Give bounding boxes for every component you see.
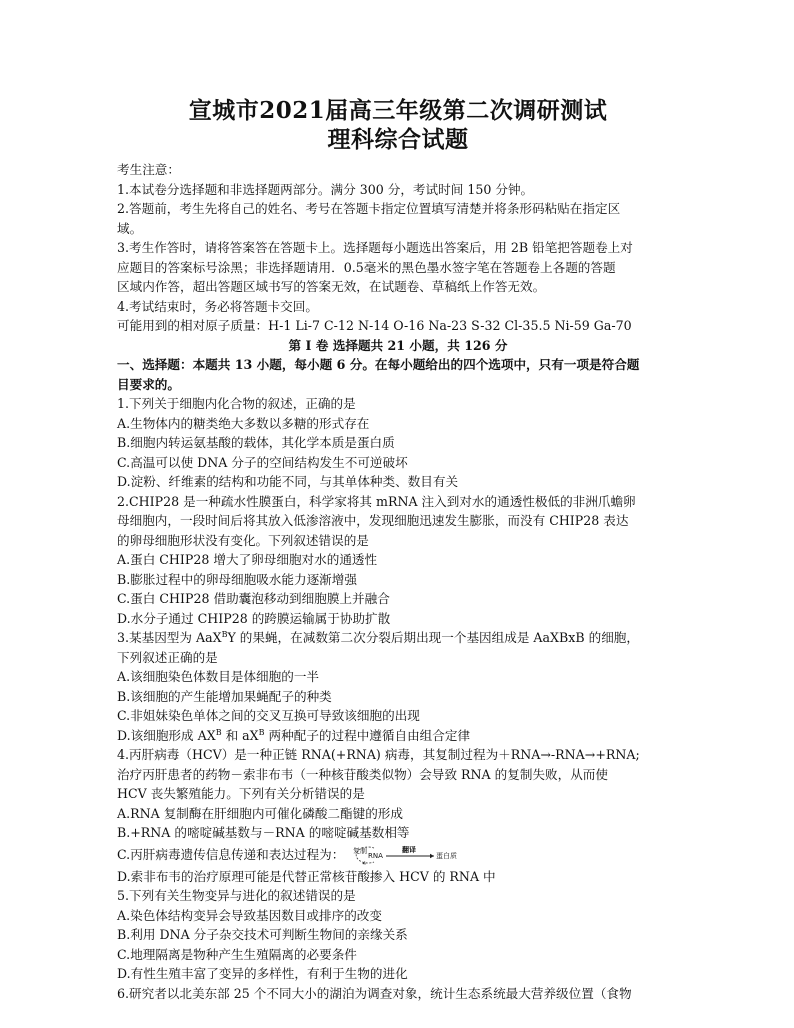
question-stem: 5.下列有关生物变异与进化的叙述错误的是 — [117, 888, 356, 903]
question-4 — [117, 745, 679, 886]
question-2 — [117, 492, 679, 629]
notice-heading: 考生注意： — [117, 162, 180, 177]
section-one-instructions-cont: 目要求的。 — [117, 376, 180, 392]
section-one-instructions: 一、选择题：本题共 13 小题，每小题 6 分。在每小题给出的四个选项中，只有一项是符合题 — [117, 357, 640, 372]
option-c: C.高温可以使 DNA 分子的空间结构发生不可逆破坏 — [117, 454, 408, 470]
notice-item: 1.本试卷分选择题和非选择题两部分。满分 300 分，考试时间 150 分钟。 — [117, 181, 534, 197]
diagram-center-label: RNA — [368, 852, 384, 860]
option-a: A.蛋白 CHIP28 增大了卵母细胞对水的通透性 — [117, 552, 378, 567]
superscript: B — [221, 630, 228, 639]
option-b: B.细胞内转运氨基酸的载体，其化学本质是蛋白质 — [117, 435, 395, 450]
option-a: A.生物体内的糖类绝大多数以多糖的形式存在 — [117, 415, 370, 431]
option-d: D.索非布韦的治疗原理可能是代替正常核苷酸掺入 HCV 的 RNA 中 — [117, 868, 496, 884]
stem-text: Y 的果蝇，在减数第二次分裂后期出现一个基因组成是 AaXBxB 的细胞， — [227, 630, 639, 645]
exam-page — [117, 96, 679, 1003]
question-stem: 1.下列关于细胞内化合物的叙述，正确的是 — [117, 396, 356, 411]
exam-title-line1: 宣城市2021届高三年级第二次调研测试 — [188, 97, 608, 124]
option-a: A.染色体结构变异会导致基因数目或排序的改变 — [117, 907, 382, 923]
replication-arrowhead — [363, 862, 366, 865]
exam-notice — [117, 160, 679, 336]
option-b: B.利用 DNA 分子杂交技术可判断生物间的亲缘关系 — [117, 927, 408, 942]
superscript: B — [215, 727, 222, 737]
question-stem-cont: 的卵母细胞形状没有变化。下列叙述错误的是 — [117, 532, 369, 548]
option-a: A.该细胞染色体数目是体细胞的一半 — [117, 669, 320, 684]
diagram-right-label: 蛋白质 — [436, 852, 458, 860]
stem-text: 3.某基因型为 AaX — [117, 630, 222, 645]
part-one-header: 第 I 卷 选择题共 21 小题，共 126 分 — [288, 337, 508, 353]
question-1 — [117, 394, 679, 492]
info-flow-diagram — [352, 844, 464, 866]
question-stem: 4.丙肝病毒（HCV）是一种正链 RNA(+RNA) 病毒，其复制过程为＋RNA→-RNA→+RNA; — [117, 747, 640, 762]
option-b: B.+RNA 的嘧啶碱基数与－RNA 的嘧啶碱基数相等 — [117, 825, 410, 840]
question-3 — [117, 628, 679, 745]
info-flow-svg — [352, 844, 464, 866]
option-c: C.非姐妹染色单体之间的交叉互换可导致该细胞的出现 — [117, 708, 420, 723]
question-stem-cont: HCV 丧失繁殖能力。下列有关分析错误的是 — [117, 786, 365, 801]
diagram-arrow-label: 翻译 — [402, 846, 417, 854]
option-c: C.地理隔离是物种产生生殖隔离的必要条件 — [117, 946, 357, 962]
notice-item: 4.考试结束时，务必将答题卡交回。 — [117, 298, 318, 314]
option-a: A.RNA 复制酶在肝细胞内可催化磷酸二酯键的形成 — [117, 805, 403, 821]
question-stem: 6.研究者以北美东部 25 个不同大小的湖泊为调查对象，统计生态系统最大营养级位置（食物 — [117, 985, 632, 1001]
option-text: C.丙肝病毒遗传信息传递和表达过程为： — [117, 846, 345, 862]
option-c: C.蛋白 CHIP28 借助囊泡移动到细胞膜上并融合 — [117, 591, 390, 606]
atomic-masses: 可能用到的相对原子质量：H-1 Li-7 C-12 N-14 O-16 Na-23 S-32 Cl-35.5 Ni-59 Ga-70 — [117, 318, 632, 333]
superscript: B — [258, 727, 265, 737]
option-b: B.膨胀过程中的卵母细胞吸水能力逐渐增强 — [117, 571, 357, 587]
question-5 — [117, 886, 679, 984]
question-stem-cont: 治疗丙肝患者的药物－索非布韦（一种核苷酸类似物）会导致 RNA 的复制失败，从而使 — [117, 766, 608, 782]
notice-item: 应题目的答案标号涂黑；非选择题请用．0.5毫米的黑色墨水签字笔在答题卷上各题的答题 — [117, 259, 616, 275]
option-text: D.该细胞形成 AX — [117, 727, 216, 743]
translation-arrowhead — [430, 854, 434, 858]
notice-item: 区域内作答，超出答题区域书写的答案无效，在试题卷、草稿纸上作答无效。 — [117, 279, 546, 294]
notice-item: 3.考生作答时，请将答案答在答题卡上。选择题每小题选出答案后，用 2B 铅笔把答题卷上对 — [117, 240, 633, 255]
notice-item: 域。 — [117, 220, 143, 236]
option-text: 两种配子的过程中遵循自由组合定律 — [264, 727, 471, 743]
option-d: D.淀粉、纤维素的结构和功能不同，与其单体种类、数目有关 — [117, 474, 459, 489]
question-stem: 2.CHIP28 是一种疏水性膜蛋白，科学家将其 mRNA 注入到对水的通透性极低的非洲爪蟾卵 — [117, 493, 636, 509]
question-stem — [117, 628, 679, 648]
exam-title-line2: 理科综合试题 — [327, 126, 469, 153]
option-d: D.水分子通过 CHIP28 的跨膜运输属于协助扩散 — [117, 610, 391, 626]
question-stem-cont: 母细胞内，一段时间后将其放入低渗溶液中，发现细胞迅速发生膨胀，而没有 CHIP28 表达 — [117, 513, 629, 528]
option-c — [117, 843, 679, 867]
notice-item: 2.答题前，考生先将自己的姓名、考号在答题卡指定位置填写清楚并将条形码粘贴在指定区 — [117, 201, 621, 216]
option-d: D.有性生殖丰富了变异的多样性，有利于生物的进化 — [117, 966, 408, 981]
question-6 — [117, 984, 679, 1004]
option-b: B.该细胞的产生能增加果蝇配子的种类 — [117, 688, 332, 704]
option-d — [117, 726, 679, 746]
diagram-left-label: 复制 — [353, 847, 368, 855]
question-stem-cont: 下列叙述正确的是 — [117, 649, 218, 665]
option-text: 和 aX — [221, 727, 259, 743]
